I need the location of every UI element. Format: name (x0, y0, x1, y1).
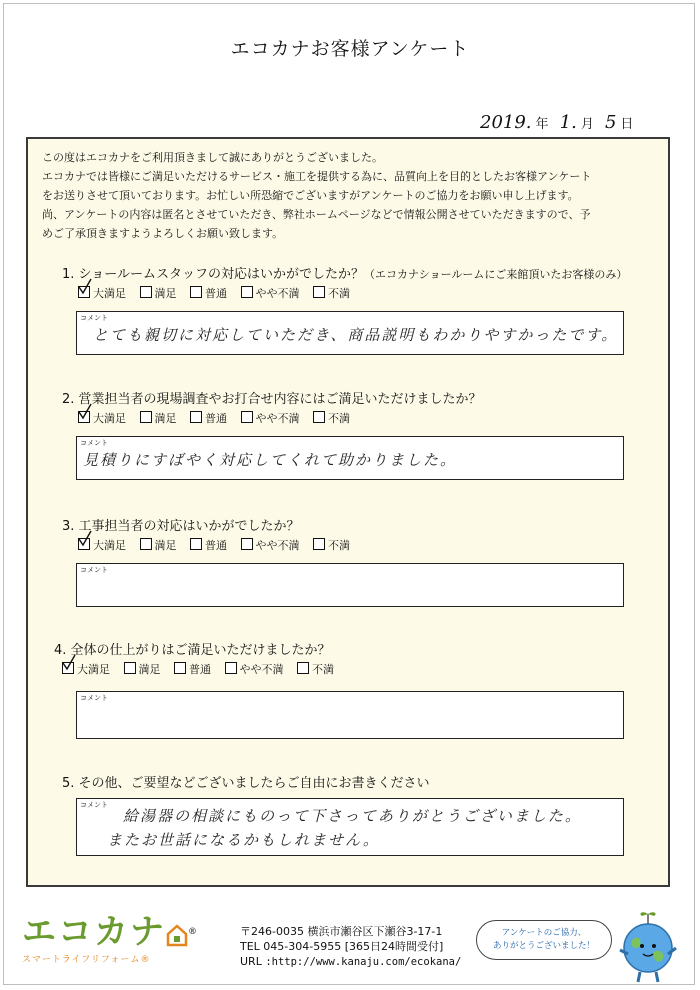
option-very-satisfied[interactable]: 大満足 (78, 410, 126, 426)
comment-label: コメント (80, 314, 108, 322)
earth-mascot-icon (612, 910, 684, 986)
check-mark-icon (77, 530, 93, 548)
date-day: 5 (604, 112, 617, 133)
option-somewhat-dissatisfied[interactable]: やや不満 (241, 537, 300, 553)
date-field (480, 112, 639, 133)
checkbox[interactable] (174, 662, 186, 674)
checkbox[interactable] (313, 538, 325, 550)
page-title: エコカナお客様アンケート (230, 38, 470, 60)
option-dissatisfied[interactable]: 不満 (297, 661, 334, 677)
checkbox[interactable] (190, 286, 202, 298)
option-satisfied[interactable]: 満足 (140, 537, 177, 553)
question-text: 1. ショールームスタッフの対応はいかがでしたか？（エコカナショールームにご来館頂いたお客様のみ） (62, 267, 628, 282)
rating-options (78, 410, 360, 426)
url-line: URL :http://www.kanaju.com/ecokana/ (240, 955, 462, 968)
check-mark-icon (61, 654, 77, 672)
intro-text (42, 148, 662, 243)
checkbox[interactable] (241, 286, 253, 298)
option-neutral[interactable]: 普通 (190, 285, 227, 301)
comment-label: コメント (80, 694, 108, 702)
handwritten-comment: とても親切に対応していただき、商品説明もわかりやすかったです。 (93, 326, 619, 344)
handwritten-comment: 見積りにすばやく対応してくれて助かりました。 (83, 451, 458, 469)
intro-line: エコカナでは皆様にご満足いただけるサービス・施工を提供する為に、品質向上を目的としたお客様アンケート (42, 170, 592, 183)
comment-box[interactable] (76, 563, 624, 607)
checkbox[interactable] (225, 662, 237, 674)
comment-box[interactable] (76, 311, 624, 355)
date-year-label: 年 (535, 117, 549, 132)
intro-line: この度はエコカナをご利用頂きまして誠にありがとうございました。 (42, 151, 383, 164)
handwritten-comment: 給湯器の相談にものって下さってありがとうございました。 (123, 807, 582, 825)
option-dissatisfied[interactable]: 不満 (313, 537, 350, 553)
date-month-label: 月 (580, 117, 594, 132)
checkbox[interactable] (241, 411, 253, 423)
checkbox[interactable] (190, 411, 202, 423)
date-month: 1. (559, 112, 577, 133)
logo-wordmark: エコカナ ® (22, 912, 199, 952)
comment-label: コメント (80, 439, 108, 447)
checkbox[interactable] (297, 662, 309, 674)
option-neutral[interactable]: 普通 (190, 410, 227, 426)
handwritten-comment: またお世話になるかもしれません。 (107, 831, 380, 849)
comment-box[interactable] (76, 798, 624, 856)
option-somewhat-dissatisfied[interactable]: やや不満 (241, 285, 300, 301)
ecokana-logo (22, 914, 199, 965)
checkbox[interactable] (190, 538, 202, 550)
footer (0, 900, 700, 990)
checkbox[interactable] (313, 286, 325, 298)
logo-tagline: スマートライフリフォーム® (22, 955, 151, 965)
option-very-satisfied[interactable]: 大満足 (62, 661, 110, 677)
question-text: 2. 営業担当者の現場調査やお打合せ内容にはご満足いただけましたか？ (62, 392, 482, 407)
option-somewhat-dissatisfied[interactable]: やや不満 (225, 661, 284, 677)
option-very-satisfied[interactable]: 大満足 (78, 285, 126, 301)
intro-line: 尚、アンケートの内容は匿名とさせていただき、弊社ホームページなどで情報公開させていただきますので、予 (42, 208, 591, 221)
date-year: 2019. (480, 112, 532, 133)
question-text: 3. 工事担当者の対応はいかがでしたか？ (62, 519, 300, 534)
checkbox[interactable] (140, 411, 152, 423)
option-neutral[interactable]: 普通 (190, 537, 227, 553)
checkbox[interactable] (313, 411, 325, 423)
checkbox[interactable] (124, 662, 136, 674)
survey-panel (26, 137, 670, 887)
option-very-satisfied[interactable]: 大満足 (78, 537, 126, 553)
option-satisfied[interactable]: 満足 (140, 410, 177, 426)
checkbox[interactable] (241, 538, 253, 550)
phone-line: TEL 045-304-5955 [365日24時間受付] (240, 940, 444, 953)
question-text: 5. その他、ご要望などございましたらご自由にお書きください (62, 776, 430, 791)
address-line: 〒246-0035 横浜市瀬谷区下瀬谷3-17-1 (240, 925, 443, 938)
question-text: 4. 全体の仕上がりはご満足いただけましたか？ (54, 643, 331, 658)
company-address (240, 924, 461, 970)
question-note: （エコカナショールームにご来館頂いたお客様のみ） (364, 268, 628, 281)
rating-options (78, 285, 360, 301)
comment-box[interactable] (76, 691, 624, 739)
comment-label: コメント (80, 801, 108, 809)
checkbox[interactable] (140, 286, 152, 298)
option-satisfied[interactable]: 満足 (124, 661, 161, 677)
intro-line: をお送りさせて頂いております。お忙しい所恐縮でございますがアンケートのご協力をお願い申し上げます。 (42, 189, 579, 202)
option-dissatisfied[interactable]: 不満 (313, 285, 350, 301)
option-somewhat-dissatisfied[interactable]: やや不満 (241, 410, 300, 426)
house-icon (166, 923, 188, 947)
website-link[interactable]: :http://www.kanaju.com/ecokana/ (265, 956, 462, 968)
rating-options (78, 537, 360, 553)
comment-box[interactable] (76, 436, 624, 480)
rating-options (62, 661, 344, 677)
date-day-label: 日 (620, 117, 634, 132)
check-mark-icon (77, 403, 93, 421)
checkbox[interactable] (140, 538, 152, 550)
check-mark-icon (77, 278, 93, 296)
comment-label: コメント (80, 566, 108, 574)
intro-line: めご了承頂きますようよろしくお願い致します。 (42, 227, 284, 240)
option-satisfied[interactable]: 満足 (140, 285, 177, 301)
option-neutral[interactable]: 普通 (174, 661, 211, 677)
option-dissatisfied[interactable]: 不満 (313, 410, 350, 426)
thanks-speech-bubble: アンケートのご協力、 ありがとうございました！ (476, 920, 612, 960)
